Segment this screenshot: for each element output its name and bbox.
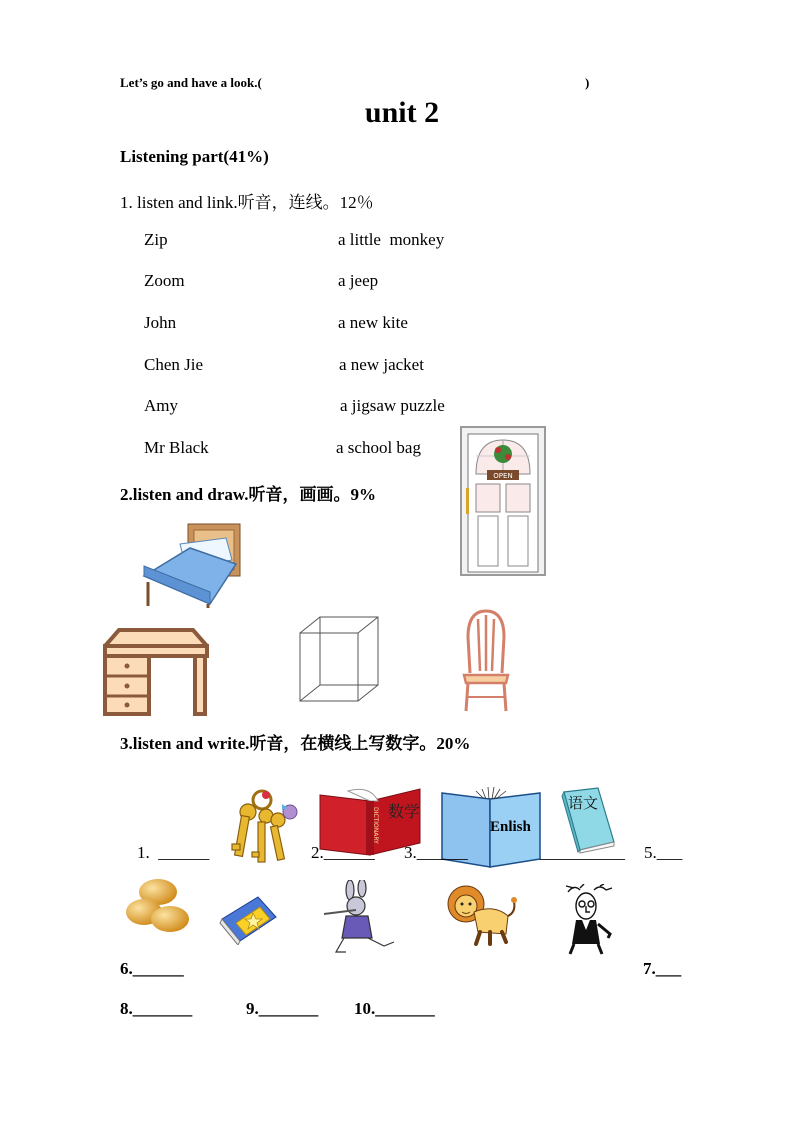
desk-image xyxy=(101,626,211,718)
section2-heading: 2.listen and draw.听音，画画。9% xyxy=(120,485,376,504)
page-title: unit 2 xyxy=(364,96,440,129)
thing-item: a school bag xyxy=(336,438,421,457)
old-man-image xyxy=(560,884,618,956)
cube-image xyxy=(298,615,380,705)
blank-6: 6.______ xyxy=(120,959,184,978)
name-item: John xyxy=(144,313,177,332)
bed-image xyxy=(140,520,242,608)
chair-image xyxy=(460,609,512,713)
thing-item: a new kite xyxy=(338,313,408,332)
blank-4: __________ xyxy=(540,843,625,862)
blank-5: 5.___ xyxy=(644,843,683,862)
pencil-box-image xyxy=(218,893,280,945)
name-item: Zip xyxy=(144,230,168,249)
name-item: Chen Jie xyxy=(144,355,204,374)
door-sign-text: OPEN xyxy=(493,472,513,480)
blank-9: 9._______ xyxy=(246,999,319,1018)
name-item: Amy xyxy=(144,396,178,415)
math-book-spine-text: DICTIONARY xyxy=(372,807,379,844)
thing-item: a jeep xyxy=(338,271,379,290)
english-book-label: Enlish xyxy=(490,819,531,835)
blank-2: 2.______ xyxy=(311,843,375,862)
name-item: Zoom xyxy=(144,271,185,290)
blank-8: 8._______ xyxy=(120,999,193,1018)
header-close-paren: ) xyxy=(585,75,590,90)
chinese-book-label: 语文 xyxy=(568,794,599,812)
blank-3: 3.______ xyxy=(404,843,468,862)
eggs-image xyxy=(126,878,190,934)
blank-7: 7.___ xyxy=(643,959,682,978)
lion-image xyxy=(444,882,518,948)
thing-item: a new jacket xyxy=(339,355,424,374)
keys-image xyxy=(226,786,302,868)
rabbit-image xyxy=(322,880,400,956)
thing-item: a jigsaw puzzle xyxy=(340,396,445,415)
door-image xyxy=(460,426,546,576)
math-book-label: 数学 xyxy=(388,802,421,821)
header-lets-go: Let’s go and have a look.( xyxy=(120,75,262,90)
blank-1: 1. ______ xyxy=(137,843,210,862)
name-item: Mr Black xyxy=(144,438,209,457)
section1-heading: 1. listen and link.听音，连线。12％ xyxy=(120,193,374,212)
thing-item: a little monkey xyxy=(338,230,445,249)
blank-10: 10._______ xyxy=(354,999,435,1018)
section3-heading: 3.listen and write.听音，在横线上写数字。20% xyxy=(120,734,471,753)
listening-part-heading: Listening part(41%) xyxy=(120,147,269,166)
